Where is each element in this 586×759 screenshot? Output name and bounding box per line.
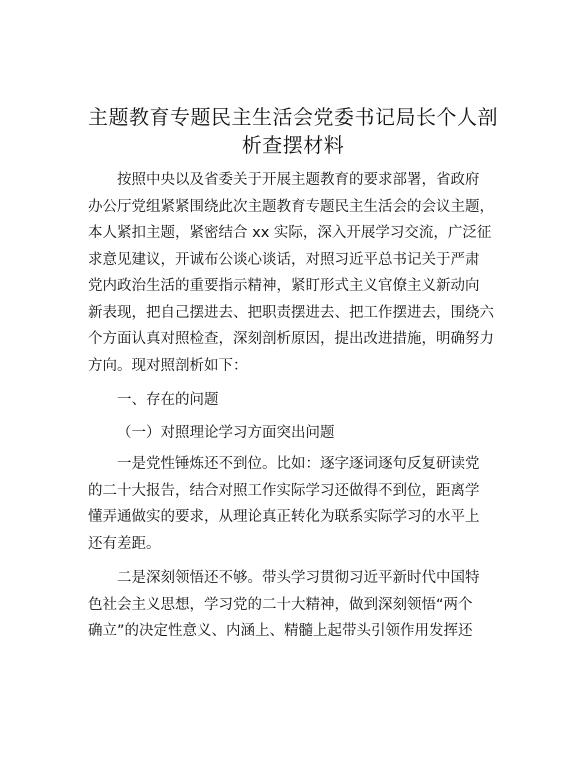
point-two-paragraph (88, 565, 508, 645)
subsection-heading: （一）对照理论学习方面突出问题 (117, 425, 335, 441)
paragraph-line: 方向。现对照剖析如下： (88, 357, 248, 374)
paragraph-line: 懂弄通做实的要求，从理论真正转化为联系实际学习的水平上 (88, 509, 480, 525)
point-one-paragraph (88, 451, 508, 557)
paragraph-line: 二是深刻领悟还不够。带头学习贯彻习近平新时代中国特 (117, 570, 480, 586)
paragraph-line: 色社会主义思想，学习党的二十大精神，做到深刻领悟“两个 (88, 596, 473, 613)
paragraph-line: 个方面认真对照检查，深刻剖析原因，提出改进措施，明确努力 (88, 331, 494, 347)
paragraph-line: 确立”的决定性意义、内涵上、精髓上起带头引领作用发挥还 (88, 623, 473, 639)
paragraph-line: 还有差距。 (88, 535, 161, 552)
paragraph-line: 求意见建议，开诚布公谈心谈话，对照习近平总书记关于严肃 (88, 251, 480, 268)
intro-paragraph (88, 167, 508, 379)
paragraph-line: 一是党性锤炼还不到位。比如：逐字逐词逐句反复研读党 (117, 456, 480, 472)
paragraph-line: 的二十大报告，结合对照工作实际学习还做得不到位，距离学 (88, 482, 480, 499)
paragraph-line: 新表现，把自己摆进去、把职责摆进去、把工作摆进去，围绕六 (88, 304, 494, 321)
paragraph-line: 按照中央以及省委关于开展主题教育的要求部署，省政府 (117, 172, 480, 188)
paragraph-line: 办公厅党组紧紧围绕此次主题教育专题民主生活会的会议主题， (88, 198, 494, 215)
document-title-line-1: 主题教育专题民主生活会党委书记局长个人剖 (88, 105, 498, 129)
section-heading: 一、存在的问题 (117, 392, 219, 408)
document-title-line-2: 析查摆材料 (241, 133, 345, 157)
paragraph-line: 党内政治生活的重要指示精神，紧盯形式主义官僚主义新动向 (88, 278, 480, 294)
paragraph-line: 本人紧扣主题，紧密结合 xx 实际，深入开展学习交流，广泛征 (88, 225, 492, 241)
